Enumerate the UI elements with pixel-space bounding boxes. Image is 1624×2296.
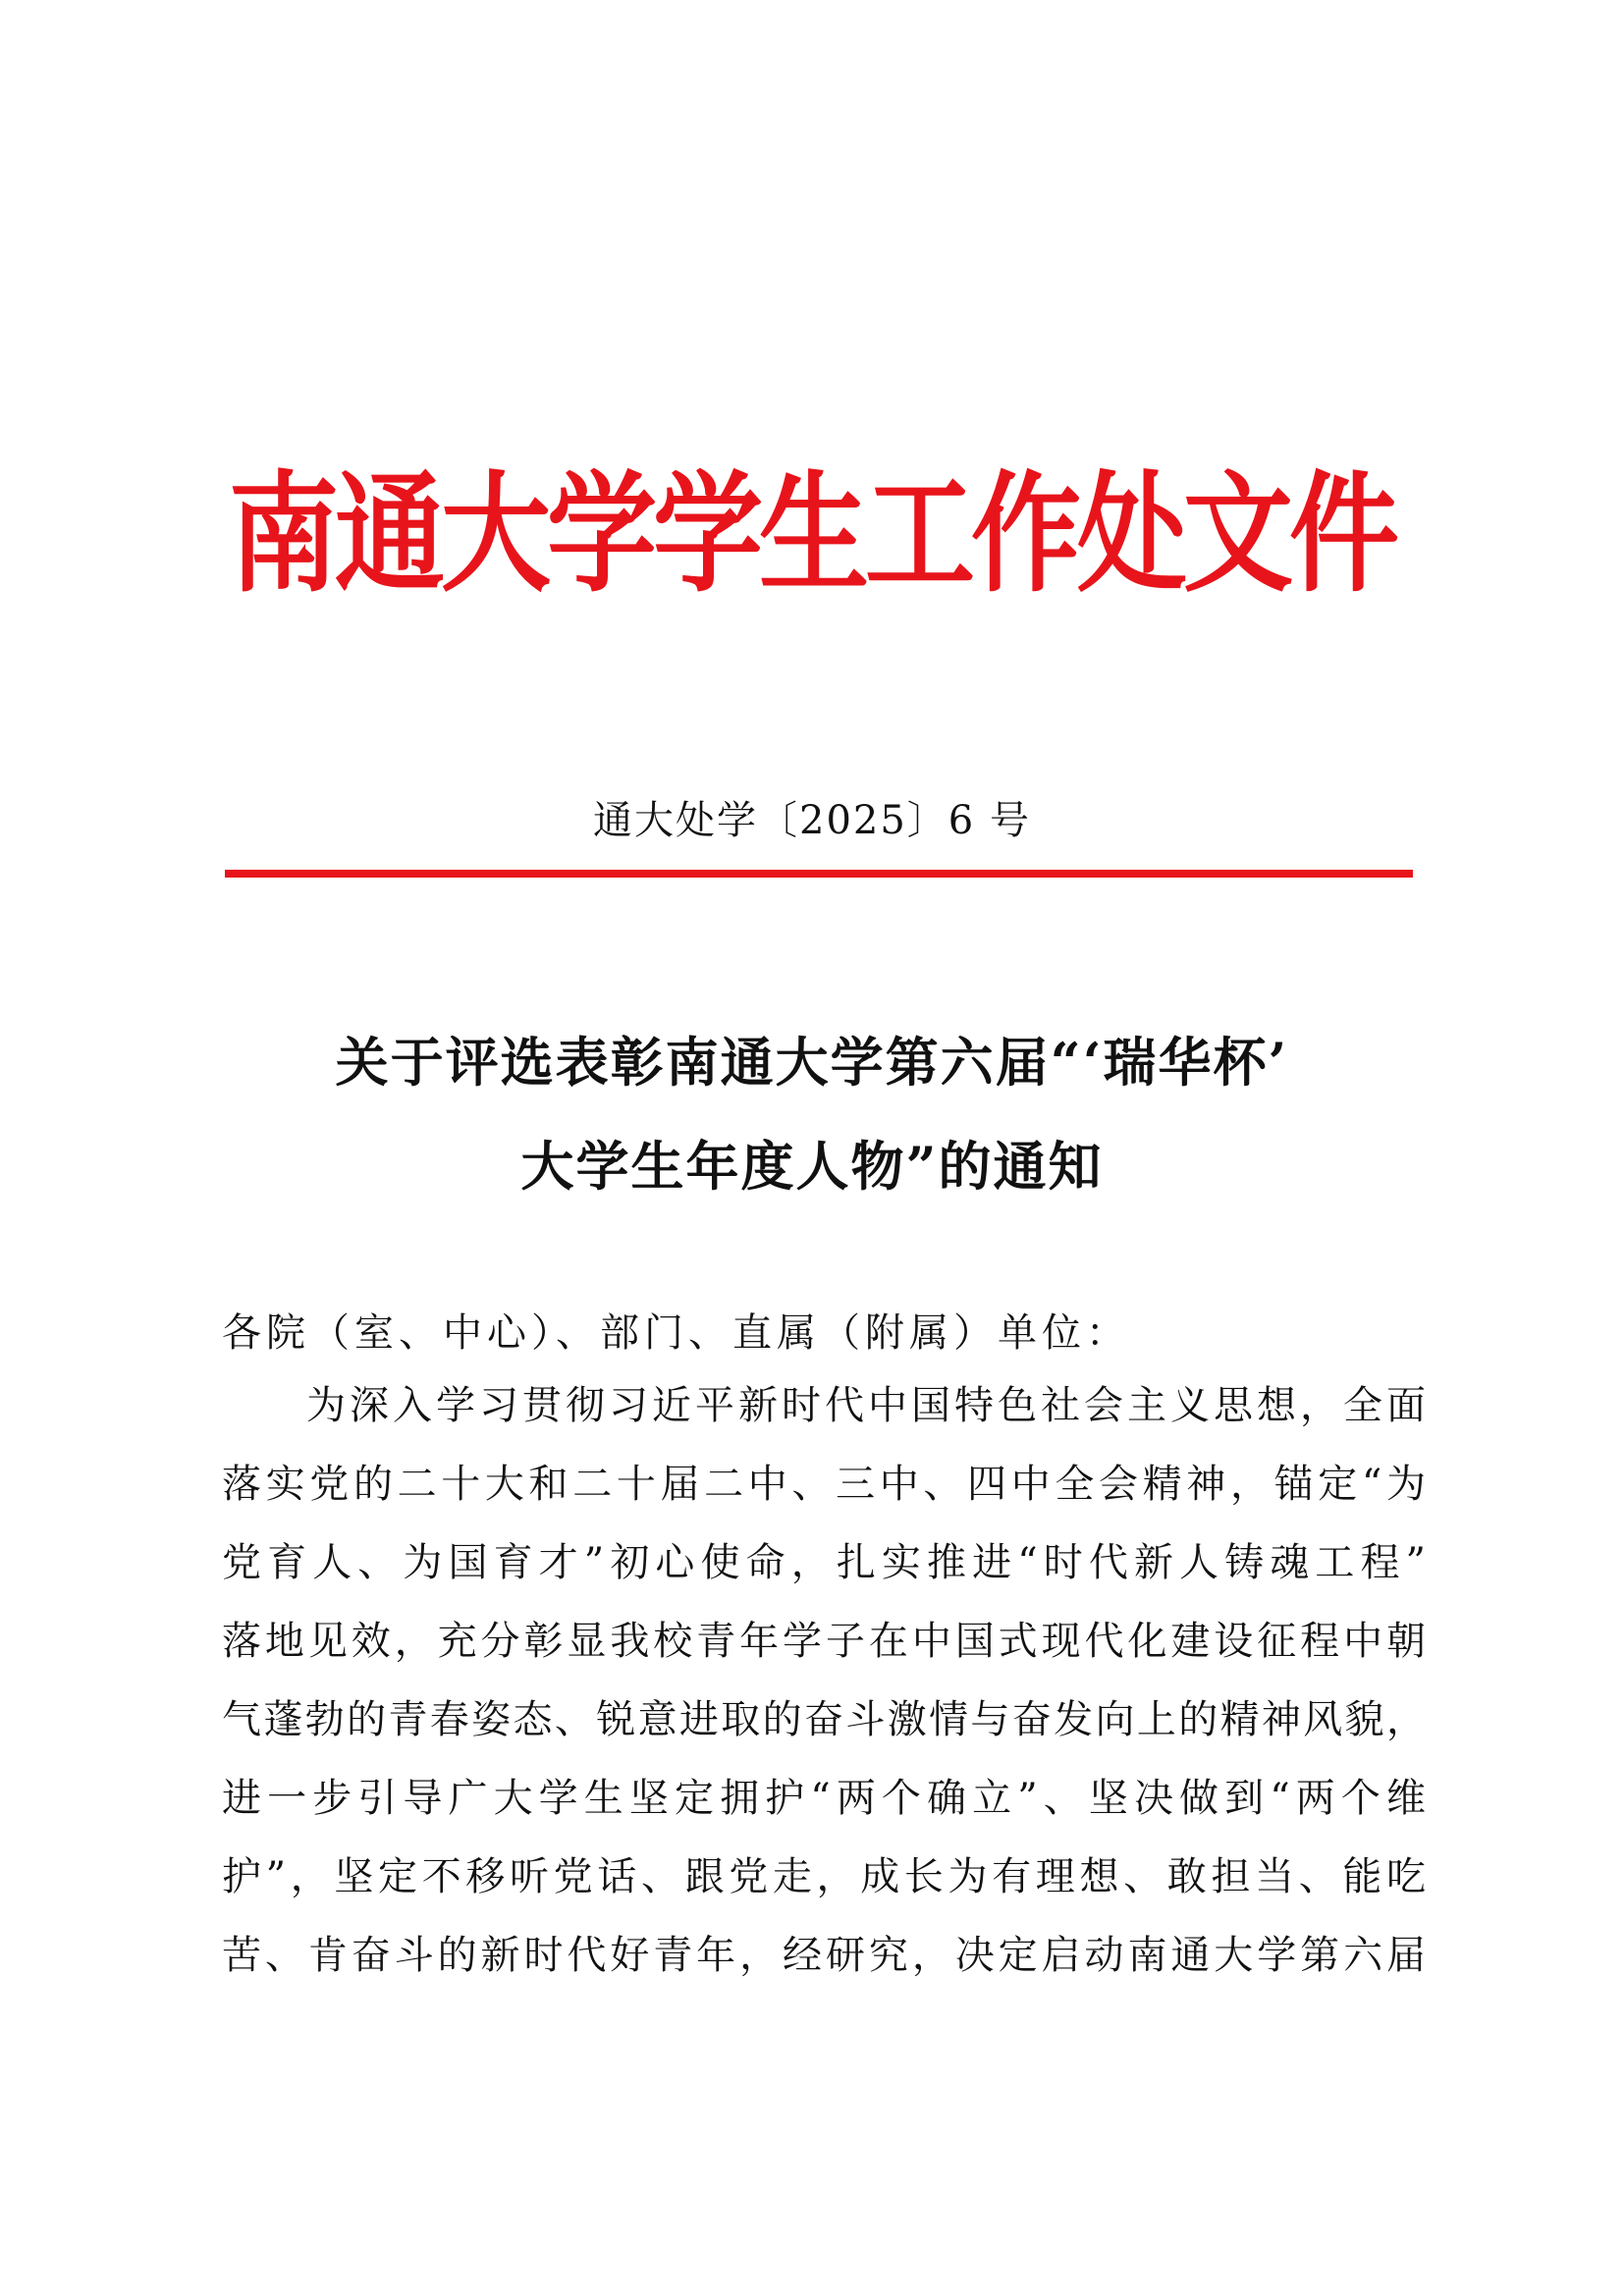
red-divider-rule bbox=[225, 870, 1413, 878]
masthead-title: 南通大学学生工作处文件 bbox=[229, 459, 1395, 611]
notice-title-line-1: 关于评选表彰南通大学第六届“‘瑞华杯’ bbox=[335, 1031, 1289, 1094]
salutation: 各院（室、中心）、部门、直属（附属）单位： bbox=[222, 1310, 1130, 1356]
body-line-8: 苦、肯奋斗的新时代好青年，经研究，决定启动南通大学第六届 bbox=[222, 1933, 1426, 1978]
notice-title-line-2: 大学生年度人物”的通知 bbox=[520, 1135, 1104, 1198]
document-number: 通大处学〔2025〕6 号 bbox=[593, 798, 1031, 843]
body-line-3: 党育人、为国育才”初心使命，扎实推进“时代新人铸魂工程” bbox=[222, 1540, 1426, 1585]
body-line-6: 进一步引导广大学生坚定拥护“两个确立”、坚决做到“两个维 bbox=[222, 1776, 1426, 1821]
masthead bbox=[0, 447, 1624, 623]
body-line-5: 气蓬勃的青春姿态、锐意进取的奋斗激情与奋发向上的精神风貌， bbox=[222, 1697, 1426, 1742]
body-line-2: 落实党的二十大和二十届二中、三中、四中全会精神，锚定“为 bbox=[222, 1462, 1426, 1507]
body-line-7: 护”，坚定不移听党话、跟党走，成长为有理想、敢担当、能吃 bbox=[222, 1854, 1426, 1899]
body-line-4: 落地见效，充分彰显我校青年学子在中国式现代化建设征程中朝 bbox=[222, 1619, 1426, 1664]
body-line-1: 为深入学习贯彻习近平新时代中国特色社会主义思想，全面 bbox=[306, 1383, 1426, 1428]
